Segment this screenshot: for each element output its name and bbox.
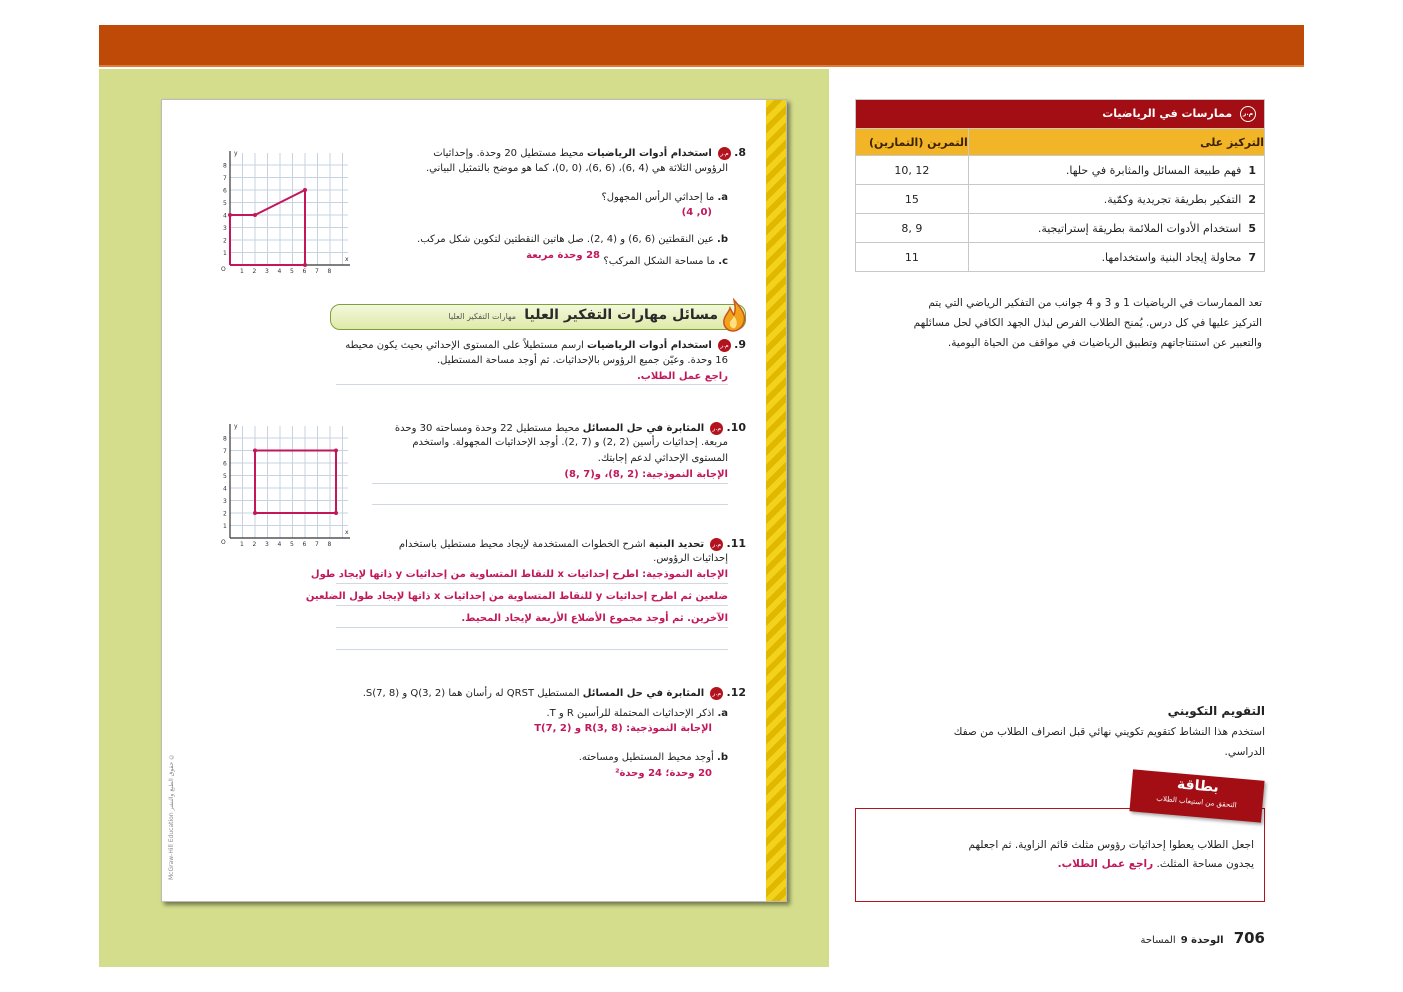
card-tab-subtitle: التحقق من استيعاب الطلاب	[1156, 794, 1237, 810]
answer-12b: 20 وحدة؛ 24 وحدة²	[615, 768, 712, 779]
row-exercise: 8, 9	[856, 214, 969, 243]
answer-line	[336, 649, 728, 650]
unit-label: الوحدة 9	[1180, 935, 1224, 946]
practice-badge-icon: م.ر	[718, 339, 731, 352]
tick-y: 5	[223, 200, 227, 207]
row-focus	[968, 185, 1264, 214]
card-line: يجدون مساحة المثلث.	[1156, 858, 1254, 870]
tick-y: 2	[223, 510, 227, 518]
row-text: استخدام الأدوات الملائمة بطريقة إستراتيجية.	[1037, 221, 1242, 235]
problem-11-line2: إحداثيات الرؤوس.	[653, 553, 728, 564]
sheet-edge-strip	[766, 100, 786, 901]
tick-y: 5	[223, 473, 227, 480]
tick-x: 5	[290, 541, 294, 548]
tick-x: 2	[252, 268, 257, 275]
problem-heading: المثابرة في حل المسائل	[582, 688, 705, 699]
tick-y: 1	[223, 523, 227, 530]
tick-x: 3	[265, 541, 269, 548]
table-row	[856, 156, 1265, 185]
col-focus: التركيز على	[968, 129, 1264, 156]
answer-9: راجع عمل الطلاب.	[636, 371, 728, 382]
problem-8-line1	[370, 145, 746, 161]
row-num: 5	[1248, 221, 1256, 235]
flame-icon	[719, 298, 749, 332]
tick-y: 4	[223, 485, 227, 493]
problem-12a	[370, 706, 728, 721]
card-tab-title: بطاقة	[1176, 776, 1220, 796]
tick-x: 2	[252, 541, 257, 548]
top-color-band	[99, 25, 1304, 67]
problem-number: 11.	[726, 537, 746, 550]
graph-x-label: x	[345, 529, 349, 536]
practices-paragraph	[852, 293, 1262, 353]
row-text: التفكير بطريقة تجريدية وكمّية.	[1103, 192, 1242, 206]
formative-line: استخدم هذا النشاط كتقويم تكويني نهائي قبل انصراف الطلاب من صفك	[953, 726, 1265, 738]
tick-x: 1	[240, 541, 244, 548]
tick-y: 4	[223, 212, 227, 220]
formative-title: التقويم التكويني	[1167, 704, 1265, 718]
row-focus	[968, 243, 1264, 272]
graph-x-label: x	[345, 256, 349, 263]
tick-y: 1	[223, 250, 227, 257]
problem-text: محيط مستطيل 22 وحدة ومساحته 30 وحدة	[394, 423, 580, 434]
tick-x: 6	[302, 541, 307, 548]
card-answer: راجع عمل الطلاب.	[1057, 858, 1154, 870]
problem-text: ارسم مستطيلاً على المستوى الإحداثي بحيث يكون محيطه	[345, 340, 584, 351]
answer-line	[372, 483, 728, 484]
problem-8a	[370, 190, 728, 205]
part-label: b.	[717, 234, 728, 245]
part-label: c.	[718, 256, 728, 267]
row-num: 2	[1248, 192, 1256, 206]
copyright-credit: McGraw-Hill Education حقوق الطبع والنشر ©	[168, 752, 175, 880]
formative-line: الدراسي.	[1224, 746, 1265, 758]
page-footer	[1090, 928, 1265, 947]
table-title	[856, 100, 1265, 129]
hots-subtitle: مهارات التفكير العليا	[448, 312, 516, 321]
part-label: a.	[717, 708, 728, 719]
answer-8a: (0, 4)	[681, 207, 712, 218]
problem-number: 12.	[726, 686, 746, 699]
graph-origin: O	[221, 539, 226, 546]
problem-heading: المثابرة في حل المسائل	[582, 423, 705, 434]
answer-12a: الإجابة النموذجية: (8 ,3)R و (2 ,7)T	[534, 723, 712, 734]
problem-9-line1	[336, 337, 746, 353]
card-line: اجعل الطلاب يعطوا إحداثيات رؤوس مثلث قائم الزاوية. ثم اجعلهم	[968, 839, 1254, 851]
paragraph-line: والتعبير عن استنتاجاتهم وتطبيق الرياضيات في مواقف من الحياة اليومية.	[947, 337, 1262, 349]
problem-text: محيط مستطيل 20 وحدة. وإحداثيات	[433, 148, 584, 159]
part-text: أوجد محيط المستطيل ومساحته.	[578, 752, 714, 763]
tick-x: 7	[315, 541, 319, 548]
answer-11-line1: الإجابة النموذجية: اطرح إحداثيات x للنقاط المتساوية من إحداثيات y ذاتها لإيجاد طول	[310, 569, 728, 580]
tick-y: 8	[223, 435, 227, 443]
practice-badge-icon: م.ر	[718, 147, 731, 160]
part-label: a.	[717, 192, 728, 203]
practice-badge-icon: م.ر	[1240, 106, 1256, 122]
row-text: محاولة إيجاد البنية واستخدامها.	[1101, 250, 1242, 264]
problem-heading: استخدام أدوات الرياضيات	[587, 340, 712, 351]
tick-x: 5	[290, 268, 294, 275]
problem-number: 8.	[734, 146, 746, 159]
exit-card-text	[866, 836, 1254, 874]
part-text: ما إحداثي الرأس المجهول؟	[601, 192, 715, 203]
tick-x: 6	[302, 268, 307, 275]
problem-9-line2: 16 وحدة. وعيّن جميع الرؤوس بالإحداثيات. ثم أوجد مساحة المستطيل.	[436, 355, 728, 366]
row-num: 7	[1248, 250, 1256, 264]
tick-x: 8	[327, 268, 332, 275]
answer-10: الإجابة النموذجية: (2 ,8)، و(7 ,8)	[564, 469, 728, 480]
problem-text: المستطيل QRST له رأسان هما (2 ,3)Q و (8 ,7)S.	[362, 688, 580, 699]
row-focus	[968, 156, 1264, 185]
tick-y: 7	[223, 175, 227, 182]
table-row	[856, 185, 1265, 214]
table-title-text: ممارسات في الرياضيات	[1102, 107, 1233, 120]
row-focus	[968, 214, 1264, 243]
problem-8-line2: الرؤوس الثلاثة هي (4 ,6)، (6 ,6)، (0 ,0)، كما هو موضح بالتمثيل البياني.	[426, 163, 728, 174]
problem-8b	[370, 232, 728, 247]
problem-11-line1	[370, 536, 746, 552]
practice-badge-icon: م.ر	[710, 687, 723, 700]
tick-y: 6	[223, 460, 227, 468]
problem-number: 9.	[734, 338, 746, 351]
part-text: اذكر الإحداثيات المحتملة للرأسين R و T.	[546, 708, 715, 719]
row-exercise: 11	[856, 243, 969, 272]
problem-number: 10.	[726, 421, 746, 434]
tick-x: 1	[240, 268, 244, 275]
part-text: ما مساحة الشكل المركب؟	[603, 256, 716, 267]
tick-y: 3	[223, 225, 227, 232]
row-exercise: 10, 12	[856, 156, 969, 185]
answer-11-line3: الآخرين. ثم أوجد مجموع الأضلاع الأربعة لإيجاد المحيط.	[461, 613, 728, 624]
row-num: 1	[1248, 163, 1256, 177]
page-number: 706	[1233, 929, 1265, 947]
tick-y: 2	[223, 237, 227, 245]
table-row	[856, 214, 1265, 243]
practice-badge-icon: م.ر	[710, 422, 723, 435]
problem-heading: استخدام أدوات الرياضيات	[587, 148, 712, 159]
paragraph-line: تعد الممارسات في الرياضيات 1 و 3 و 4 جوانب من التفكير الرياضي التي يتم	[928, 297, 1262, 309]
answer-line	[336, 627, 728, 628]
graph-y-label: y	[234, 150, 238, 157]
row-exercise: 15	[856, 185, 969, 214]
problem-10-line2: مربعة. إحداثيات رأسين (2 ,2) و (7 ,2). أوجد الإحداثيات المجهولة. واستخدم	[412, 437, 728, 448]
table-row	[856, 243, 1265, 272]
graph-origin: O	[221, 266, 226, 273]
problem-12-line1	[336, 685, 746, 701]
answer-line	[336, 384, 728, 385]
tick-x: 7	[315, 268, 319, 275]
problem-10-line3: المستوى الإحداثي لدعم إجابتك.	[597, 453, 728, 464]
answer-line	[372, 504, 728, 505]
col-exercise: التمرين (التمارين)	[856, 129, 969, 156]
paragraph-line: التركيز عليها في كل درس. يُمنح الطلاب الفرص لبذل الجهد الكافي لحل مسائلهم	[913, 317, 1262, 329]
tick-y: 6	[223, 187, 227, 195]
graph-problem-8	[218, 147, 354, 277]
practice-badge-icon: م.ر	[710, 538, 723, 551]
answer-line	[336, 605, 728, 606]
row-text: فهم طبيعة المسائل والمثابرة في حلها.	[1065, 163, 1242, 177]
unit-topic: المساحة	[1140, 935, 1176, 946]
tick-x: 4	[277, 541, 282, 548]
tick-x: 8	[327, 541, 332, 548]
answer-8c: 28 وحدة مربعة	[526, 250, 600, 261]
part-text: عين النقطتين (6 ,6) و (4 ,2). صل هاتين النقطتين لتكوين شكل مركب.	[417, 234, 714, 245]
problem-text: اشرح الخطوات المستخدمة لإيجاد محيط مستطيل باستخدام	[398, 539, 646, 550]
tick-y: 8	[223, 162, 227, 170]
tick-x: 4	[277, 268, 282, 275]
tick-y: 3	[223, 498, 227, 505]
tick-x: 3	[265, 268, 269, 275]
hots-title: مسائل مهارات التفكير العليا	[524, 307, 718, 323]
answer-11-line2: ضلعين ثم اطرح إحداثيات y للنقاط المتساوية من إحداثيات x ذاتها لإيجاد طول الضلعين	[305, 591, 728, 602]
problem-heading: تحديد البنية	[648, 539, 705, 550]
answer-line	[336, 583, 728, 584]
formative-text	[855, 722, 1265, 762]
graph-y-label: y	[234, 423, 238, 430]
math-practices-table	[855, 99, 1265, 272]
part-label: b.	[717, 752, 728, 763]
problem-10-line1	[370, 420, 746, 436]
problem-12b	[370, 750, 728, 765]
graph-problem-10	[218, 420, 354, 550]
tick-y: 7	[223, 448, 227, 455]
